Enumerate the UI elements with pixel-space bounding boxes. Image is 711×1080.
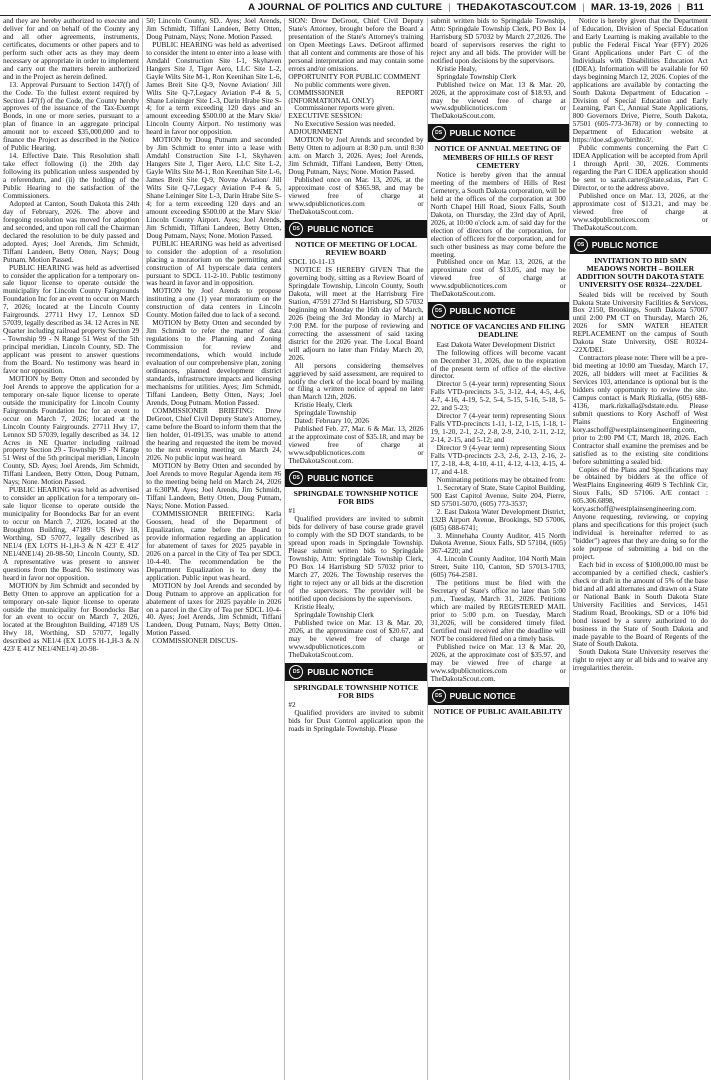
notice-title: INVITATION TO BID SMN MEADOWS NORTH – BOILER ADDITION SOUTH DAKOTA STATE UNIVERSITY OSE R0324--22X/DEL <box>576 255 704 290</box>
notice-paragraph: submit written bids to Springdale Township, Attn: Springdale Township Clerk, PO Box 14 Harrisburg SD 57032 by March 27,2026. The board of supervisors reserves the right to reject any and all bids. The provider will be notified upon decisions by the supervisors. <box>430 18 566 65</box>
notice-paragraph: COMMISSIONER REPORT (INFORMATIONAL ONLY) <box>288 88 424 105</box>
dakota-scout-logo-icon: DS <box>432 689 446 703</box>
notice-paragraph: The following offices will become vacant on December 31, 2026, due to the expiration of the present term of office of the elective director. <box>430 348 566 381</box>
notice-paragraph: NOTICE IS HEREBY GIVEN That the governing body, sitting as a Review Board of Springdale Township, Lincoln County, South Dakota, will meet at the Harrisburg Fire Station, 47591 273rd St Harrisburg, SD 57032 beginning on Monday the 16th day of March, 2026 (being the 3rd Monday in March) at 7:00 P.M. for the purpose of reviewing and correcting the assessment of said taxing district for the 2026 year. The Local Board will adjourn no later than Friday March 20, 2026. <box>288 266 424 362</box>
notice-paragraph: East Dakota Water Development District <box>436 340 556 349</box>
header-site[interactable]: THEDAKOTASCOUT.COM <box>456 2 577 13</box>
public-notice-badge <box>428 124 569 142</box>
notice-paragraph: MOTION by Joel Arends to propose instituting a one (1) year moratorium on the construction of data centers in Lincoln County. Motion failed due to lack of a second. <box>146 287 282 320</box>
notice-paragraph: PUBLIC HEARING was held as advertised to consider the application for a temporary on-sale liquor license to operate outside the municipality for Lincoln County Fairgrounds Foundation Inc for an event to occur on March 7, 2026; located at the Lincoln County Fairgrounds. 27711 Hwy 17, Lennox SD 57039, legally described as 34. 12 Acres in NE Quarter including railroad property Section 29 - Township 99 - N Range 51 West of the 5th principal meridian, Lincoln County, SD. The applicant was present to answer questions from the Board. No testimony was heard in favor nor opposition. <box>3 263 140 375</box>
notice-paragraph: Sealed bids will be received by South Dakota State University Facilities & Services, Box 2150, Brookings, South Dakota 57007 until 2:00 PM CT on Thursday, March 26, 2026 for SMN WATER HEATER REPLACEMENT on the campus of South Dakota State University, OSE R0324--22X/DEL <box>572 290 708 355</box>
notice-paragraph: 4. Lincoln County Auditor, 104 North Main Street, Suite 110, Canton, SD 57013-1703, (605) 764-2581. <box>430 555 566 580</box>
notice-paragraph: No Executive Session was needed. <box>294 120 396 129</box>
notice-title: SPRINGDALE TOWNSHIP NOTICE FOR BIDS <box>293 682 419 700</box>
dakota-scout-logo-icon: DS <box>432 304 446 318</box>
notice-paragraph: Springdale Township <box>294 409 356 418</box>
header-separator: | <box>448 2 451 13</box>
notice-paragraph: COMMISSIONER BRIEFING: Karla Goossen, head of the Department of Equalization, came before the Board to provide information regarding an application for abatement of taxes for 2025 payable in 2026 on a parcel in the City of Tea per SDCL 10-4-40. The recommendation be the Department Equalization is to deny the application. Public input was heard. <box>146 510 282 582</box>
notice-paragraph: Qualified providers are invited to submit bids for Dust Control application upon the roads in Springdale Township. Please <box>288 708 424 733</box>
notice-paragraph: South Dakota State University reserves the right to reject any or all bids and to waive any irregularities therein. <box>572 648 708 673</box>
public-notice-label: PUBLIC NOTICE <box>449 306 516 317</box>
notice-paragraph: 50; Lincoln County, SD.. Ayes; Joel Arends, Jim Schmidt, Tiffani Landeen, Betty Otten, Doug Putnam, Nays; None. Motion Passed. <box>146 18 282 41</box>
notice-title: NOTICE OF MEETING OF LOCAL REVIEW BOARD <box>295 239 417 258</box>
header-separator: | <box>582 2 585 13</box>
public-notice-badge <box>285 469 426 487</box>
notice-paragraph: SDCL 10-11-13 <box>288 258 335 267</box>
notice-title: NOTICE OF ANNUAL MEETING OF MEMBERS OF HILLS OF REST CEMETERY <box>434 144 562 170</box>
notice-paragraph: Copies of the Plans and Specifications may be obtained by bidders at the office of WestPlains Engineering 4609 S Techlink Cir, Sioux Falls, SD 57106. A/E contact : 605.306.6898, kory.aschoff@westplainsengineering.com. Anyone requesting, reviewing, or copying plans and specifications for this project (such individual is hereinafter referred to as "bidder") agrees that they are doing so for the sole purpose of submitting a bid on the project. <box>572 465 708 561</box>
notice-column <box>427 18 569 1080</box>
header-separator: | <box>677 2 681 13</box>
header-date: MAR. 13-19, 2026 <box>590 2 672 13</box>
public-notice-badge <box>428 687 569 705</box>
notice-paragraph: and they are hereby authorized to execute and deliver for and on behalf of the County any and all other agreements, instruments, certificates, documents or other papers and to perform such other acts as they may deem necessary or appropriate in order to implement and carry out the matters herein authorized and in the Project as herein defined. <box>3 18 140 81</box>
notice-paragraph: All persons considering themselves aggrieved by said assessment, are required to notify the clerk of the local board by mailing or filing a written notice of appeal no later than March 12th, 2026. <box>288 361 424 402</box>
notice-paragraph: No public comments were given. <box>294 80 391 89</box>
public-notice-label: PUBLIC NOTICE <box>307 223 374 234</box>
notice-paragraph: Springdale Township Clerk <box>294 610 374 619</box>
public-notice-label: PUBLIC NOTICE <box>449 690 516 701</box>
notice-paragraph: PUBLIC HEARING was held as advertised to consider an application for a temporary on-sale liquor license to operate outside the municipality for Boondocks Bar for an event to occur on March 7, 2026, located at the Broughton Building, 47189 US Hwy 18, Worthing, SD 57077, legally described as NE1/4 (EX LOTS H-1,H-3 & N 423' E 412' NE1/4NE1/4) 20-98-50; Lincoln County, SD. A representative was present to answer questions from the Board. No testimony was heard in favor nor opposition. <box>3 486 140 582</box>
notice-paragraph: Director 5 (4-year term) representing Sioux Falls VTD-precincts 3-5, 3-12, 4-4, 4-5, 4-6, 4-7, 4-16, 4-19, 5-2, 5-4, 5-15, 5-16, 5-18, 5-22, and 5-23; <box>430 380 566 413</box>
public-notice-badge <box>428 302 569 320</box>
notice-paragraph: #2 <box>288 700 296 709</box>
dakota-scout-logo-icon: DS <box>289 665 303 679</box>
notice-paragraph: ADJOURNMENT <box>288 128 343 137</box>
notice-paragraph: Published once on Mar. 13, 2026, at the approximate cost of $13.21, and may be viewed free of charge at www.sdpublicnotices.com or TheDakotaScout.com. <box>572 191 708 232</box>
notice-paragraph: Notice is hereby given that the annual meeting of the members of Hills of Rest Cemetery, a South Dakota corporation, will be held at the offices of the corporation at 300 North Chapel Hill Road, Sioux Falls, South Dakota, on Thursday, the 23rd day of April, 2026, at 10:00 o'clock a.m. of said day for the election of directors of the corporation, for election of officers for the corporation, and for such other business as may come before the meeting. <box>430 171 566 259</box>
dakota-scout-logo-icon: DS <box>574 238 588 252</box>
notice-paragraph: Kristie Healy, Clerk <box>294 401 353 410</box>
notice-paragraph: OPPORTUNITY FOR PUBLIC COMMENT <box>288 72 421 81</box>
notice-paragraph: Published once on Mar. 13, 2026, at the approximate cost of $13.05, and may be viewed free of charge at www.sdpublicnotices.com or TheDakotaScout.com. <box>430 258 566 299</box>
dakota-scout-logo-icon: DS <box>432 126 446 140</box>
notice-paragraph: MOTION by Betty Otten and seconded by Jim Schmidt to refer the matter of data regulations to the Planning and Zoning Commission for review and recommendations, which would include evaluation of our comprehensive plan, zoning ordinances, planned development district standards, infrastructure impacts and licensing mechanisms for utilities. Ayes; Jim Schmidt, Tiffani Landeen, Betty Otten, Nays; Joel Arends, Doug Putnam. Motion Passed. <box>146 319 282 407</box>
notice-paragraph: Public comments concerning the Part C IDEA Application will be accepted from April 1 through April 30, 2026. Comments regarding the Part C IDEA application should be sent to sarah.carter@state.sd.us, Part C Director, or to the address above. <box>572 144 708 193</box>
notice-paragraph: 2. East Dakota Water Development District, 132B Airport Avenue, Brookings, SD 57006, (605) 688-6741; <box>430 507 566 532</box>
notice-paragraph: Dated: February 10, 2026 <box>294 417 369 426</box>
public-notice-label: PUBLIC NOTICE <box>591 239 658 250</box>
notice-paragraph: The petitions must be filed with the Secretary of State's office no later than 5:00 p.m., Tuesday, March 31, 2026. Petitions which are mailed by REGISTERED MAIL prior to 5:00 p.m. on Tuesday, March 31,2026, will be considered timely filed. Certified mail received after the deadline will NOT be considered filed on a timely basis. <box>430 579 566 643</box>
notice-paragraph: Nominating petitions may be obtained from: <box>436 475 566 484</box>
notice-paragraph: #1 <box>288 507 296 516</box>
notice-paragraph: Springdale Township Clerk <box>436 72 517 81</box>
notice-column <box>284 18 426 1080</box>
dakota-scout-logo-icon: DS <box>289 471 303 485</box>
notice-paragraph: EXECUTIVE SESSION: <box>288 112 363 121</box>
notice-paragraph: Contractors please note: There will be a pre-bid meeting at 10:00 am Tuesday, March 17, 2026, all bidders will meet at Facilities & Services 103, attendance is optional but is the bidders only opportunity to review the site. Campus contact is Mark Rizkalla, (605) 688-4136, mark.rizkalla@sdstate.edu. Please submit questions to Kory Aschoff of West Plains Engineering kory.aschoff@westplainsengineering.com, prior to 2:00 PM CT, March 18, 2026. Each Contractor shall examine the premises and be satisfied as to the existing site conditions before submitting a sealed bid. <box>572 354 708 466</box>
public-notice-badge <box>285 663 426 681</box>
notice-paragraph: MOTION by Betty Otten and seconded by Joel Arends to move Regular Agenda item #6 to the meeting being held on March 24, 2026 at 6:30PM. Ayes; Joel Arends, Jim Schmidt, Tiffani Landeen, Betty Otten, Doug Putnam, Nays; None. Motion Passed. <box>146 462 282 511</box>
notice-column <box>569 18 711 1080</box>
notice-paragraph: PUBLIC HEARING was held as advertised to consider the intent to enter into a lease with Amdahl Construction Site I-1, Skyhaven Hangers Site J, Tiger Aero, LLC Site L-2, Gayle Wilts Site M-1, Ron Keenihan Site L-6, James Breit Site Q-9, Novne Aviation/ Jill Wilts Site Q-7,Legacy Aviation P-4 & 5, Shane Leininger Site L-3, Darin Hrabe Site S-4; for a term exceeding 120 days and an amount exceeding $500.00 at the Marv Skie/ Lincoln County Airport. No testimony was heard in favor nor opposition. <box>146 40 282 137</box>
notice-paragraph: COMMISSIONER DISCUS- <box>152 637 238 646</box>
notice-paragraph: Qualified providers are invited to submit bids for delivery of base course grade gravel to comply with the SD DOT standards, to be spread upon roads in Springdale Township. Please submit written bids to Springdale Township, Attn: Springdale Township Clerk, PO Box 14 Harrisburg SD 57032 prior to March 27, 2026. The Township reserves the right to reject any or all bids at the discretion of the supervisors. The provider will be notified upon decisions by the supervisors. <box>288 515 424 603</box>
public-notice-label: PUBLIC NOTICE <box>307 473 374 484</box>
notice-column <box>142 18 284 1080</box>
notice-paragraph: Adopted at Canton, South Dakota this 24th day of February, 2026. The above and foregoing resolution was moved for adoption and seconded, and upon roll call the Chairman declared the resolution to be duly passed and adopted. Ayes; Joel Arends, Jim Schmidt, Tiffani Landeen, Betty Otten, Nays; Doug Putnam. Motion Passed. <box>3 199 140 264</box>
notice-title: NOTICE OF VACANCIES AND FILING DEADLINE <box>430 322 566 340</box>
public-notice-badge <box>285 220 426 238</box>
notice-paragraph: Kristie Healy, <box>436 64 477 73</box>
notice-title: SPRINGDALE TOWNSHIP NOTICE FOR BIDS <box>293 489 419 507</box>
notice-paragraph: Kristie Healy, <box>294 602 335 611</box>
notice-paragraph: MOTION by Joel Arends and seconded by Doug Putnam to approve an application for abatement of taxes for 2025 payable in 2026 on a parcel in the City of Tea per SDCL 10-4-40. Ayes; Joel Arends, Jim Schmidt, Tiffani Landeen, Doug Putnam, Nays; Betty Otten. Motion Passed. <box>146 581 282 638</box>
notice-paragraph: 1. Secretary of State, State Capitol Building, 500 East Capitol Avenue, Suite 204, Pierre, SD 57501-5070, (605) 773-3537; <box>430 483 566 508</box>
notice-columns <box>0 16 711 1080</box>
header-tagline: A JOURNAL OF POLITICS AND CULTURE <box>248 2 443 13</box>
notice-paragraph: Published once on Mar. 13, 2026, at the approximate cost of $365.98, and may be viewed free of charge at www.sdpublicnotices.com or TheDakotaScout.com. <box>288 176 424 216</box>
notice-paragraph: MOTION by Betty Otten and seconded by Joel Arends to approve the application for a temporary on-sale liquor license to operate outside the municipality for Lincoln County Fairgrounds Foundation Inc for an event to occur on March 7, 2026; located at the Lincoln County Fairgrounds. 27711 Hwy 17, Lennox SD 57039, legally described as 34. 12 Acres in NE Quarter including railroad property Section 29 - Township 99 - N Range 51 West of the 5th principal meridian, Lincoln County, SD. Ayes; Joel Arends, Jim Schmidt, Tiffani Landeen, Betty Otten, Doug Putnam, Nays; None. Motion Passed. <box>3 374 140 487</box>
public-notice-badge <box>570 236 711 254</box>
notice-title: NOTICE OF PUBLIC AVAILABILITY <box>433 706 563 716</box>
notice-paragraph: MOTION by Doug Putnam and seconded by Jim Schmidt to enter into a lease with Amdahl Construction Site I-1, Skyhaven Hangers Site J, Tiger Aero, LLC Site L-2, Gayle Wilts Site M-1, Ron Keenihan Site L-6, James Breit Site Q-9, Novne Aviation/ Jill Wilts Site Q-7,Legacy Aviation P-4 & 5, Shane Leininger Site L-3, Darin Hrabe Site S-4; for a term exceeding 120 days and an amount exceeding $500.00 at the Marv Skie/ Lincoln County Airport. Ayes; Joel Arends, Jim Schmidt, Tiffani Landeen, Betty Otten, Doug Putnam, Nays; None. Motion Passed. <box>146 136 282 240</box>
notice-paragraph: Published twice on Mar. 13 & Mar. 20, 2026, at the approximate cost of $35.97, and may be viewed free of charge at www.sdpublicnotices.com or TheDakotaScout.com. <box>430 642 566 683</box>
notice-paragraph: Notice is hereby given that the Department of Education, Division of Special Education and Early Learning is making available to the public the Federal Fiscal Year (FFY) 2026 Grant Applications under Part C of the Individuals with Disabilities Education Act (IDEA). Information will be available for 60 days beginning March 12, 2026. Copies of the applications are available by contacting the South Dakota Department of Education - Division of Special Education and Early Learning, Part C, Annual State Applications, 800 Governors Drive, Pierre, South Dakota, 57501 (605-773-3678) or by connecting to Department of Education website at https://doe.sd.gov/birthto3/. <box>572 18 708 145</box>
public-notice-label: PUBLIC NOTICE <box>307 666 374 677</box>
notice-paragraph: SION: Drew DeGroot, Chief Civil Deputy State's Attorney, brought before the Board a presentation of the State's Attorney's training on Open Meetings Laws. DeGroot affirmed that all content and comments are those of his personal interpretation and may contain some errors and/or omissions. <box>288 18 424 73</box>
notice-column <box>0 18 142 1080</box>
notice-paragraph: MOTION by Joel Arends and seconded by Betty Otten to adjourn at 8:30 p.m. until 8:30 a.m. on March 3, 2026. Ayes; Joel Arends, Jim Schmidt, Tiffani Landeen, Betty Otten, Doug Putnam, Nays; None. Motion Passed. <box>288 136 424 177</box>
public-notice-label: PUBLIC NOTICE <box>449 128 516 139</box>
notice-paragraph: Director 9 (4-year term) representing Sioux Falls VTD-precincts 2-3, 2-6, 2-13, 2-16, 2-17, 2-18, 4-8, 4-10, 4-11, 4-12, 4-13, 4-15, 4-17, and 4-18. <box>430 444 566 476</box>
notice-paragraph: 13. Approval Pursuant to Section 147(f) of the Code. To the fullest extent required by Section 147(f) of the Code, the County hereby approves of the issuance of the Tax-Exempt Bonds, in one or more series, pursuant to a plan of finance in an aggregate principal amount not to exceed $35,000,000 and to finance the Project as described in the Notice of Public Hearing. <box>3 80 140 153</box>
header-page-number: B11 <box>686 2 704 13</box>
notice-paragraph: COMMISSIONER BRIEFING: Drew DeGroot, Chief Civil Deputy State's Attorney, came before the Board to inform them that the lien holder, 01-09135, was unable to attend the hearing and requested the item be moved to the next evening meeting on March 24, 2026. No public input was heard. <box>146 406 282 463</box>
notice-paragraph: Published twice on Mar. 13 & Mar. 20, 2026, at the approximate cost of $18.93, and may be viewed free of charge at www.sdpublicnotices.com or TheDakotaScout.com. <box>430 80 566 121</box>
notice-paragraph: PUBLIC HEARING was held as advertised to consider the adoption of a resolution placing a moratorium on the permitting and construction of AI hyperscale data centers pursuant to SDCL 11-2-10. Public testimony was heard in favor and in opposition. <box>146 239 282 288</box>
notice-paragraph: Each bid in excess of $100,000.00 must be accompanied by a certified check, cashier's check or draft in the amount of 5% of the base bid and all add alternates and drawn on a State or National Bank in South Dakota State University Facilities and Services, 1451 Stadium Road, Brookings, SD or a 10% bid bond issued by a surety authorized to do business in the State of South Dakota and made payable to the Board of Regents of the State of South Dakota. <box>572 560 708 649</box>
page-header <box>0 0 711 16</box>
notice-paragraph: 3. Minnehaha County Auditor, 415 North Dakota Avenue, Sioux Falls, SD 57104, (605) 367-4220; and <box>430 531 566 556</box>
notice-paragraph: 14. Effective Date. This Resolution shall take effect following (i) the 20th day following its publication unless suspended by a referendum, and (ii) the holding of the Public Hearing to the satisfaction of the Commissioners. <box>3 152 140 200</box>
notice-paragraph: Published twice on Mar. 13 & Mar. 20, 2026, at the approximate cost of $20.67, and may be viewed free of charge at www.sdpublicnotices.com or TheDakotaScout.com. <box>288 618 424 659</box>
notice-paragraph: Director 7 (4-year term) representing Sioux Falls VTD-precincts 1-11, 1-12, 1-15, 1-18, 1-19, 1-20, 2-1, 2-2, 2-8, 2-9, 2-10, 2-11, 2-12, 2-14, 2-15, and 5-12; and <box>430 412 566 445</box>
notice-paragraph: MOTION by Jim Schmidt and seconded by Betty Otten to approve an application for a temporary on-sale liquor license to operate outside the municipality for Boondocks Bar for an event to occur on March 7, 2026, located at the Broughton Building, 47189 US Hwy 18, Worthing, SD 57077, legally described as NE1/4 (EX LOTS H-1,H-3 & N 423' E 412' NE1/4NE1/4) 20-98- <box>3 581 140 654</box>
notice-paragraph: Published Feb. 27, Mar. 6 & Mar. 13, 2026 at the approximate cost of $35.18, and may be viewed free of charge at www.sdpublicnotices.com or TheDakotaScout.com. <box>288 425 424 466</box>
dakota-scout-logo-icon: DS <box>289 222 303 236</box>
notice-paragraph: Commissioner reports were given. <box>294 104 395 113</box>
